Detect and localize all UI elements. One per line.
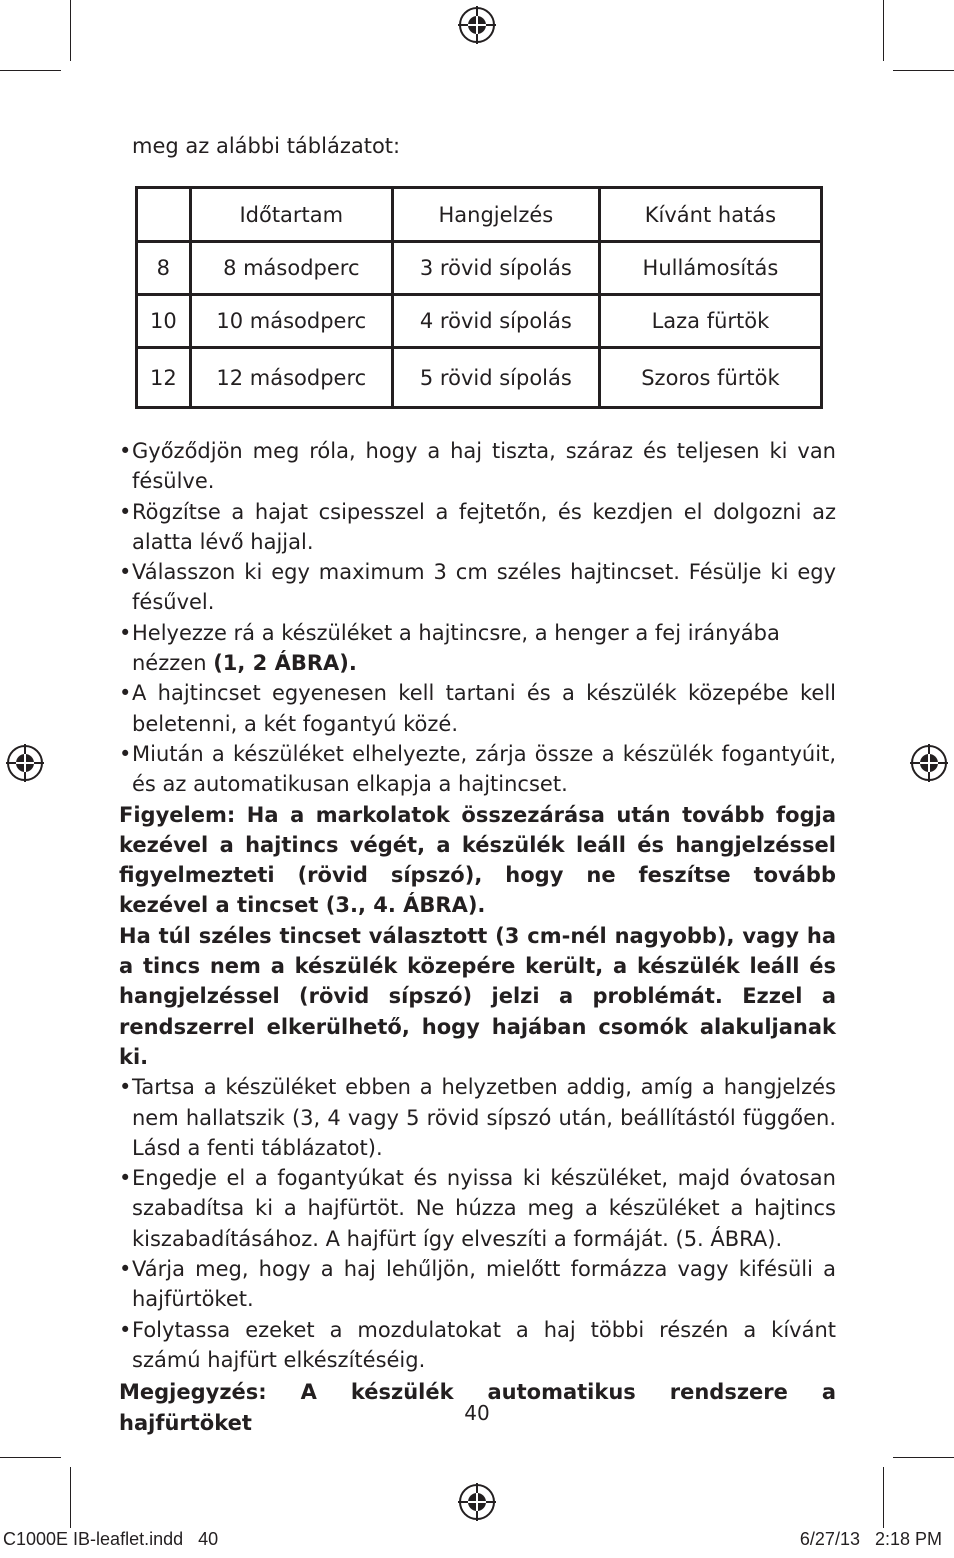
- table-cell: 5 rövid sípolás: [392, 348, 599, 408]
- crop-mark-top-right-horizontal: [893, 70, 954, 71]
- registration-mark-bottom-icon: [458, 1483, 496, 1521]
- crop-mark-top-left-horizontal: [0, 70, 61, 71]
- warning-note: Ha túl széles tincset választott (3 cm-nél nagyobb), vagy ha a tincs nem a készülék közepére került, a készülék leáll és hangjelzéssel (rövid sípszó) jelzi a problémát. Ezzel a rendszerrel elkerülhető, hogy hajában csomók alakuljanak ki.: [119, 923, 836, 1069]
- table-cell: Szoros fürtök: [599, 348, 821, 408]
- crop-mark-bottom-right-horizontal: [893, 1457, 954, 1458]
- table-cell: 10 másodperc: [190, 295, 392, 348]
- settings-table: [135, 186, 823, 409]
- table-cell: 10: [137, 295, 191, 348]
- table-cell: 4 rövid sípolás: [392, 295, 599, 348]
- crop-mark-top-right-vertical: [883, 0, 884, 61]
- crop-mark-bottom-left-horizontal: [0, 1457, 61, 1458]
- table-header-cell: [137, 188, 191, 242]
- table-cell: 3 rövid sípolás: [392, 242, 599, 295]
- list-item-text: Helyezze rá a készüléket a hajtincsre, a henger a fej irányába nézzen: [132, 620, 780, 676]
- slug-timestamp: 6/27/13 2:18 PM: [799, 1529, 942, 1549]
- table-cell: 12: [137, 348, 191, 408]
- crop-mark-top-left-vertical: [70, 0, 71, 61]
- table-cell: 8 másodperc: [190, 242, 392, 295]
- final-note: Megjegyzés: A készülék automatikus rendszere a hajfürtöket: [119, 1380, 836, 1435]
- list-item: • Győződjön meg róla, hogy a haj tiszta, száraz és teljesen ki van fésülve.: [119, 436, 836, 497]
- list-item: • A hajtincset egyenesen kell tartani és a készülék közepébe kell beletenni, a két fogantyú közé.: [119, 678, 836, 739]
- table-header-cell: Időtartam: [190, 188, 392, 242]
- registration-mark-right-icon: [910, 744, 948, 782]
- table-header-cell: Hangjelzés: [392, 188, 599, 242]
- table-cell: Hullámosítás: [599, 242, 821, 295]
- list-item: • Miután a készüléket elhelyezte, zárja össze a készülék fogantyúit, és az automatikusan elkapja a hajtincset.: [119, 739, 836, 800]
- intro-text: meg az alábbi táblázatot:: [132, 134, 401, 158]
- table-cell: 8: [137, 242, 191, 295]
- crop-mark-bottom-left-vertical: [70, 1467, 71, 1528]
- slug-filename: C1000E IB-leaflet.indd 40: [3, 1529, 219, 1549]
- table-header-row: [137, 188, 822, 242]
- page-number: 40: [464, 1401, 490, 1425]
- table-cell: Laza fürtök: [599, 295, 821, 348]
- table-row: [137, 348, 822, 408]
- list-item: [119, 618, 836, 679]
- instructions: [119, 436, 836, 1438]
- list-item: • Válasszon ki egy maximum 3 cm széles hajtincset. Fésülje ki egy fésűvel.: [119, 557, 836, 618]
- figure-reference: (1, 2 ÁBRA).: [213, 651, 357, 676]
- table-row: [137, 295, 822, 348]
- list-item: • Rögzítse a hajat csipesszel a fejtetőn, és kezdjen el dolgozni az alatta lévő hajjal.: [119, 497, 836, 558]
- table-row: [137, 242, 822, 295]
- table-cell: 12 másodperc: [190, 348, 392, 408]
- list-item: • Folytassa ezeket a mozdulatokat a haj többi részén a kívánt számú hajfürt elkészítéséig.: [119, 1315, 836, 1376]
- list-item: • Tartsa a készüléket ebben a helyzetben addig, amíg a hangjelzés nem hallatszik (3, 4 vagy 5 rövid sípszó után, beállítástól függően. Lásd a fenti táblázatot).: [119, 1072, 836, 1163]
- table-header-cell: Kívánt hatás: [599, 188, 821, 242]
- list-item: • Engedje el a fogantyúkat és nyissa ki készüléket, majd óvatosan szabadítsa ki a hajfürtöt. Ne húzza meg a készüléket a hajtincs kiszabadításához. A hajfürt így elveszíti a formáját. (5. ÁBRA).: [119, 1163, 836, 1254]
- registration-mark-left-icon: [6, 744, 44, 782]
- warning-note: Figyelem: Ha a markolatok összezárása után tovább fogja kezével a hajtincs végét, a készülék leáll és hangjelzéssel figyelmezteti (rövid sípszó), hogy ne feszítse tovább kezével a tincset (3., 4. ÁBRA).: [119, 802, 836, 918]
- registration-mark-top-icon: [458, 6, 496, 44]
- crop-mark-bottom-right-vertical: [883, 1467, 884, 1528]
- list-item: • Várja meg, hogy a haj lehűljön, mielőtt formázza vagy kifésüli a hajfürtöket.: [119, 1254, 836, 1315]
